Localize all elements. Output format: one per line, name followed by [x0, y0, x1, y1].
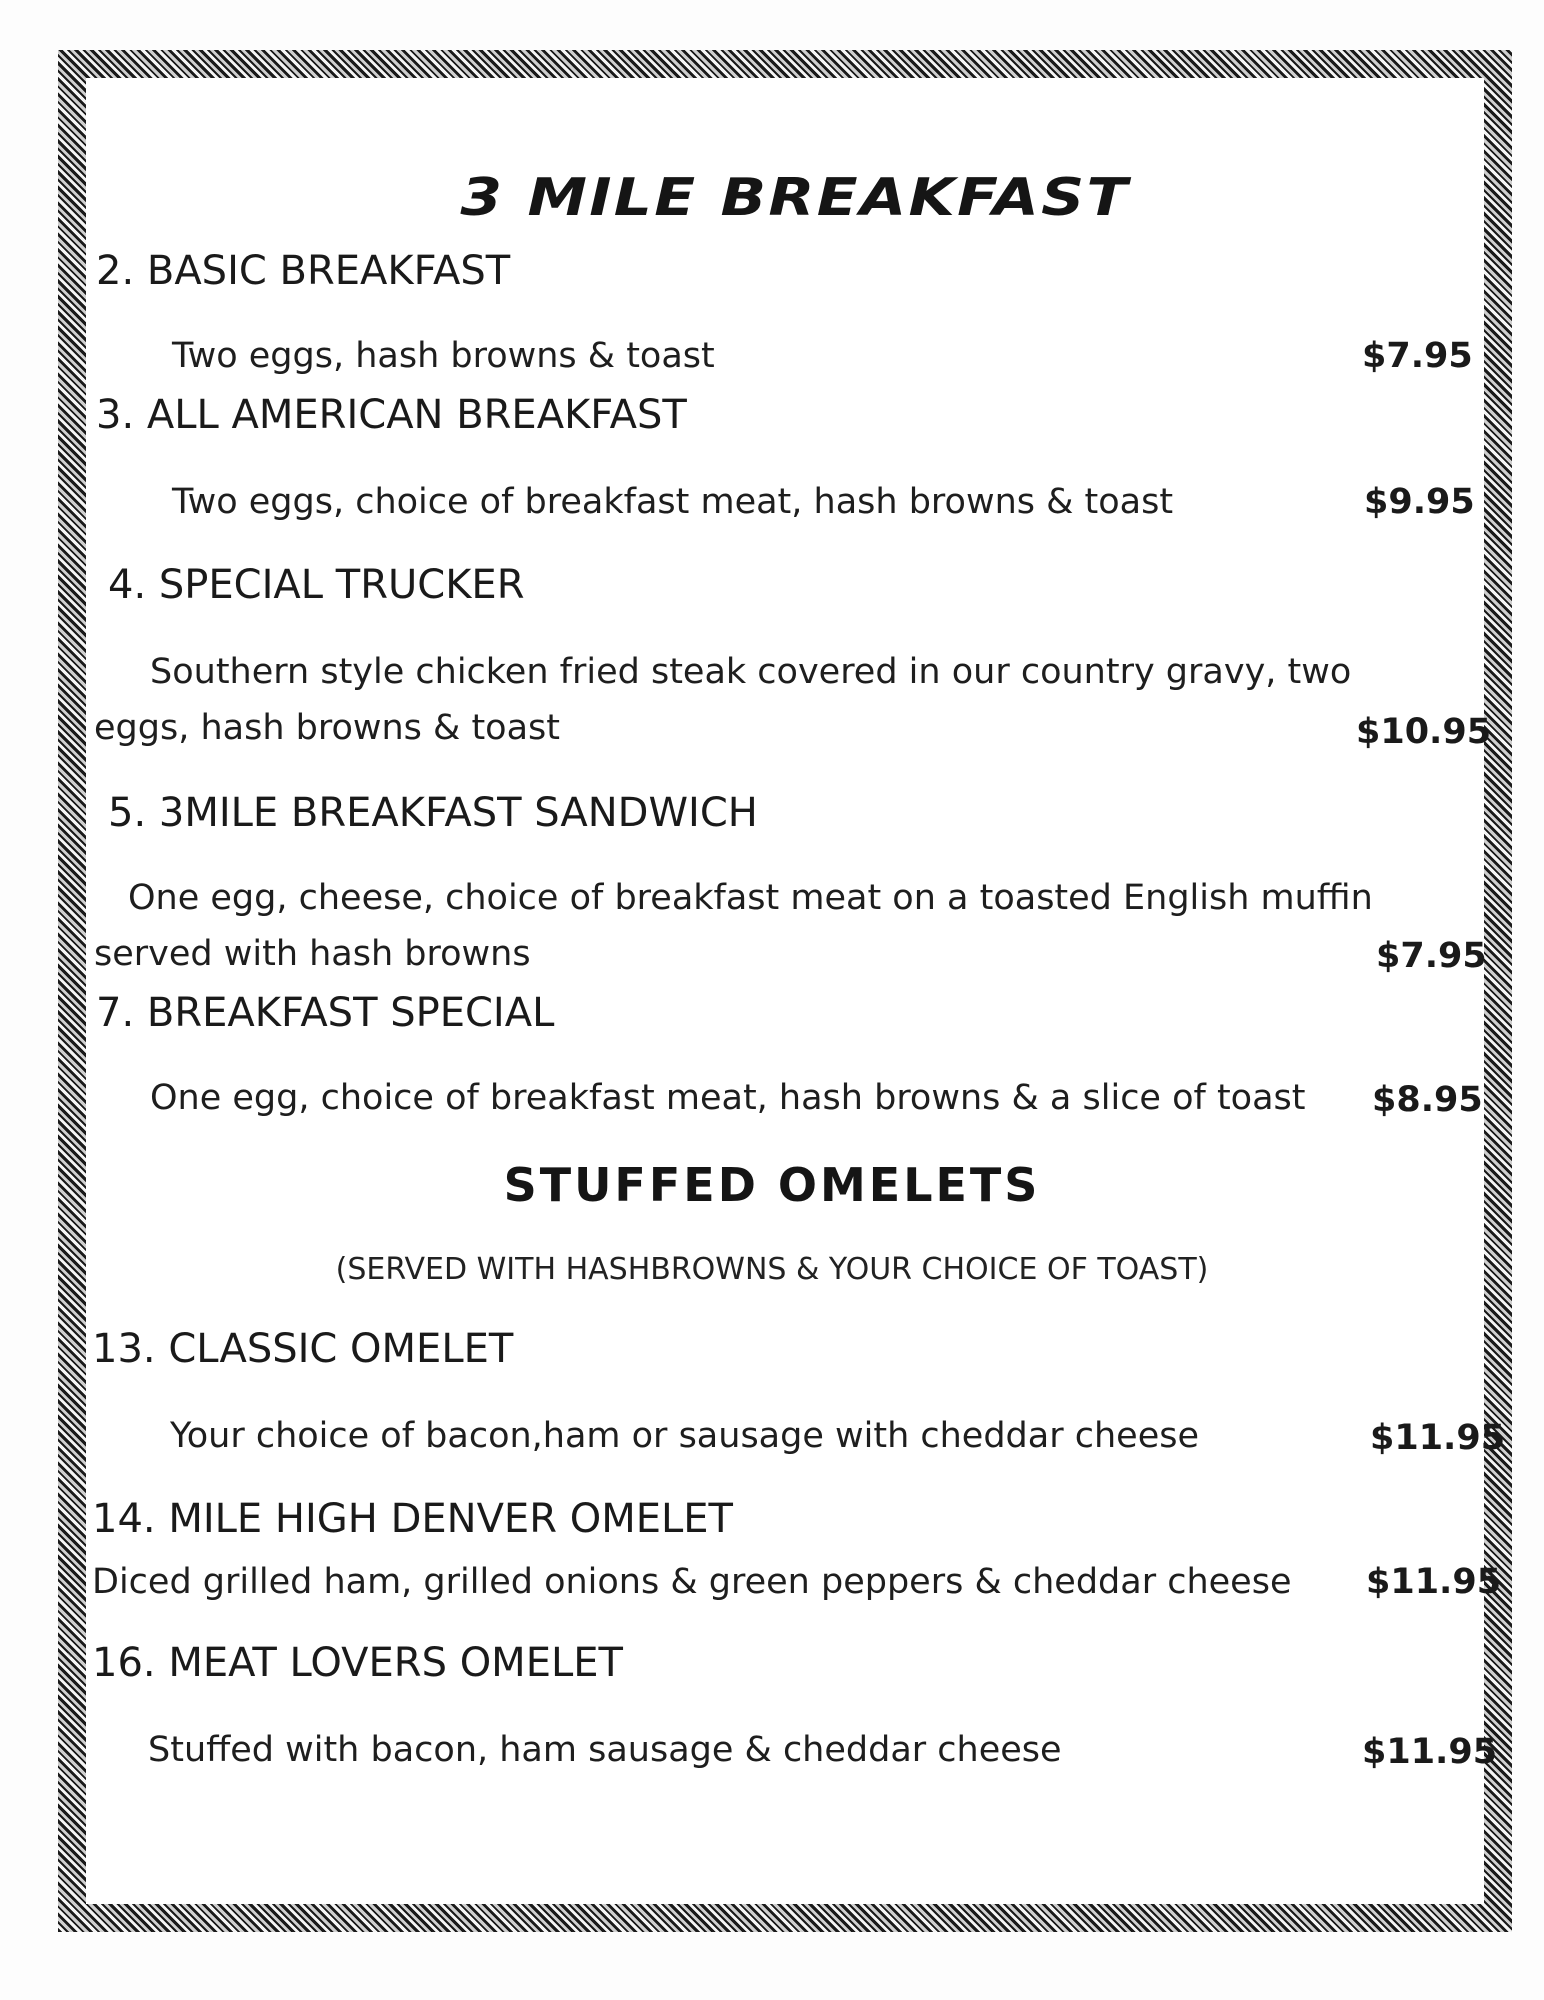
item-basic-breakfast-desc: Two eggs, hash browns & toast — [172, 336, 715, 376]
item-breakfast-special-price: $8.95 — [1372, 1080, 1483, 1120]
item-breakfast-sandwich-desc-line2: served with hash browns — [94, 934, 531, 974]
item-denver-omelet-name: 14. MILE HIGH DENVER OMELET — [92, 1496, 733, 1542]
item-all-american-price: $9.95 — [1364, 482, 1475, 522]
item-breakfast-special-desc: One egg, choice of breakfast meat, hash browns & a slice of toast — [150, 1078, 1306, 1118]
item-basic-breakfast-name: 2. BASIC BREAKFAST — [96, 248, 511, 294]
item-special-trucker-price: $10.95 — [1356, 712, 1492, 752]
item-meat-lovers-omelet-price: $11.95 — [1362, 1732, 1498, 1772]
item-denver-omelet-desc: Diced grilled ham, grilled onions & green peppers & cheddar cheese — [92, 1562, 1292, 1602]
omelets-section-note: (SERVED WITH HASHBROWNS & YOUR CHOICE OF TOAST) — [335, 1252, 1209, 1287]
item-breakfast-sandwich-desc-line1: One egg, cheese, choice of breakfast meat on a toasted English muffin — [128, 878, 1373, 918]
item-meat-lovers-omelet-name: 16. MEAT LOVERS OMELET — [92, 1640, 623, 1686]
item-meat-lovers-omelet-desc: Stuffed with bacon, ham sausage & cheddar cheese — [148, 1730, 1062, 1770]
item-special-trucker-desc-line1: Southern style chicken fried steak covered in our country gravy, two — [150, 652, 1352, 692]
omelets-section-title: STUFFED OMELETS — [503, 1158, 1041, 1212]
item-breakfast-special-name: 7. BREAKFAST SPECIAL — [96, 990, 555, 1036]
item-all-american-name: 3. ALL AMERICAN BREAKFAST — [96, 392, 687, 438]
menu-title: 3 MILE BREAKFAST — [460, 168, 1130, 228]
item-breakfast-sandwich-name: 5. 3MILE BREAKFAST SANDWICH — [108, 790, 758, 836]
item-classic-omelet-name: 13. CLASSIC OMELET — [92, 1326, 514, 1372]
item-classic-omelet-desc: Your choice of bacon,ham or sausage with cheddar cheese — [170, 1416, 1199, 1456]
item-classic-omelet-price: $11.95 — [1370, 1418, 1506, 1458]
item-denver-omelet-price: $11.95 — [1366, 1562, 1502, 1602]
item-special-trucker-name: 4. SPECIAL TRUCKER — [108, 562, 525, 608]
item-basic-breakfast-price: $7.95 — [1362, 336, 1473, 376]
item-breakfast-sandwich-price: $7.95 — [1376, 936, 1487, 976]
item-special-trucker-desc-line2: eggs, hash browns & toast — [94, 708, 561, 748]
item-all-american-desc: Two eggs, choice of breakfast meat, hash browns & toast — [172, 482, 1174, 522]
